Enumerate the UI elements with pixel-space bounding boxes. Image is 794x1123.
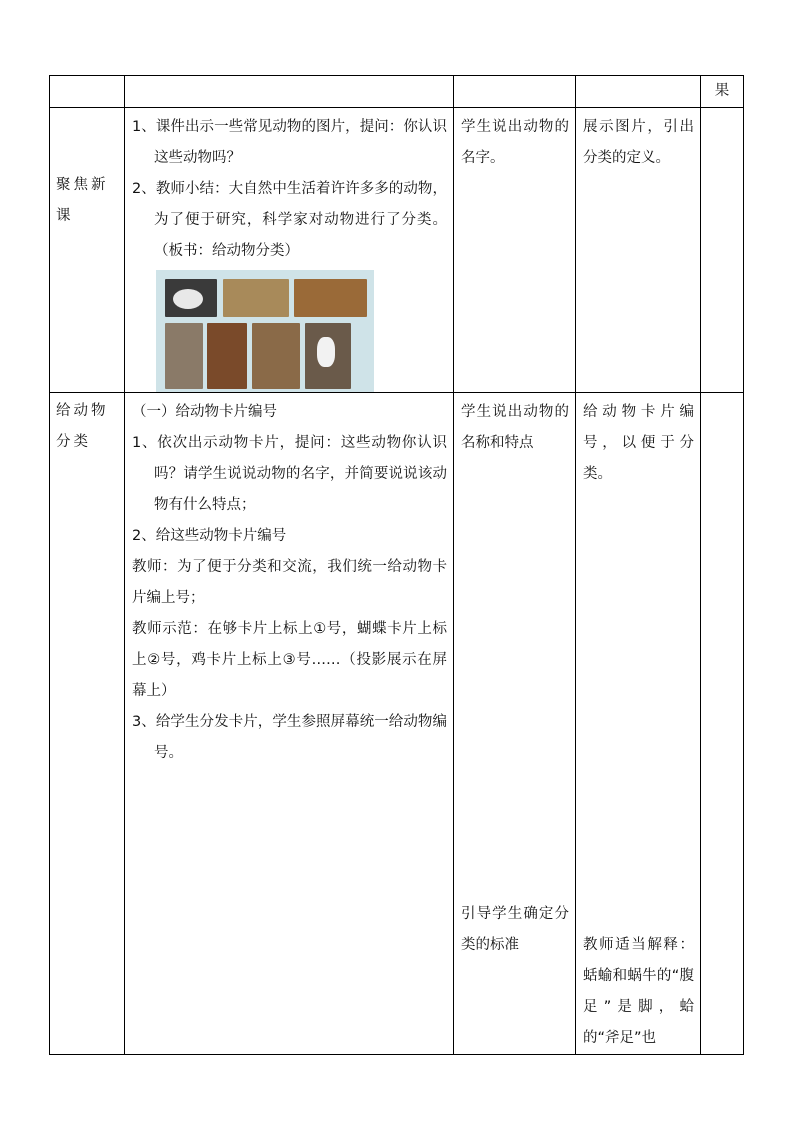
header-cell-4 bbox=[576, 76, 701, 108]
crane-photo bbox=[252, 323, 300, 389]
stage-cell bbox=[50, 108, 125, 393]
giraffe-photo bbox=[165, 323, 203, 389]
effect-cell bbox=[701, 393, 744, 1055]
student-cell bbox=[454, 393, 576, 1055]
activity-line: 教师：为了便于分类和交流，我们统一给动物卡片编上号； bbox=[132, 559, 447, 606]
design-purpose: 展示图片，引出分类的定义。 bbox=[583, 119, 694, 166]
activity-cell bbox=[125, 393, 454, 1055]
student-activity-2: 引导学生确定分类的标准 bbox=[461, 906, 569, 953]
stage-label: 聚焦新课 bbox=[56, 177, 109, 224]
activity-line: 1、依次出示动物卡片，提问：这些动物你认识吗？请学生说说动物的名字，并简要说说该动物有什么特点； bbox=[132, 435, 447, 513]
header-cell-1 bbox=[50, 76, 125, 108]
activity-line: 2、教师小结：大自然中生活着许许多多的动物，为了便于研究，科学家对动物进行了分类。（板书：给动物分类） bbox=[132, 181, 447, 259]
header-cell-3 bbox=[454, 76, 576, 108]
animal-photo-collage bbox=[156, 270, 374, 392]
purpose-cell bbox=[576, 393, 701, 1055]
row-focus-new-lesson bbox=[50, 108, 744, 393]
activity-heading: （一）给动物卡片编号 bbox=[132, 404, 277, 420]
design-purpose: 给动物卡片编号，以便于分类。 bbox=[583, 404, 694, 482]
header-cell-2 bbox=[125, 76, 454, 108]
activity-cell bbox=[125, 108, 454, 393]
stage-label: 给动物分类 bbox=[56, 403, 109, 450]
row-classify-animals bbox=[50, 393, 744, 1055]
activity-line: 教师示范：在够卡片上标上①号，蝴蝶卡片上标上②号，鸡卡片上标上③号……（投影展示在屏幕上） bbox=[132, 621, 447, 699]
student-activity: 学生说出动物的名字。 bbox=[461, 119, 569, 166]
lesson-plan-table bbox=[49, 75, 744, 1055]
leopard-photo bbox=[223, 279, 289, 317]
activity-line: 3、给学生分发卡片，学生参照屏幕统一给动物编号。 bbox=[132, 714, 447, 761]
activity-line: 2、给这些动物卡片编号 bbox=[132, 528, 287, 544]
rooster-photo bbox=[207, 323, 247, 389]
student-activity: 学生说出动物的名称和特点 bbox=[461, 404, 569, 451]
effect-cell bbox=[701, 108, 744, 393]
design-purpose-2: 教师适当解释：蛞蝓和蜗牛的“腹足”是脚，蛤的“斧足”也 bbox=[583, 937, 694, 1046]
purpose-cell bbox=[576, 108, 701, 393]
activity-line: 1、课件出示一些常见动物的图片，提问：你认识这些动物吗？ bbox=[132, 119, 447, 166]
header-row bbox=[50, 76, 744, 108]
header-cell-5: 果 bbox=[701, 76, 744, 108]
egret-photo bbox=[305, 323, 351, 389]
student-cell bbox=[454, 108, 576, 393]
stage-cell bbox=[50, 393, 125, 1055]
tiger-photo bbox=[294, 279, 367, 317]
panda-photo bbox=[165, 279, 217, 317]
